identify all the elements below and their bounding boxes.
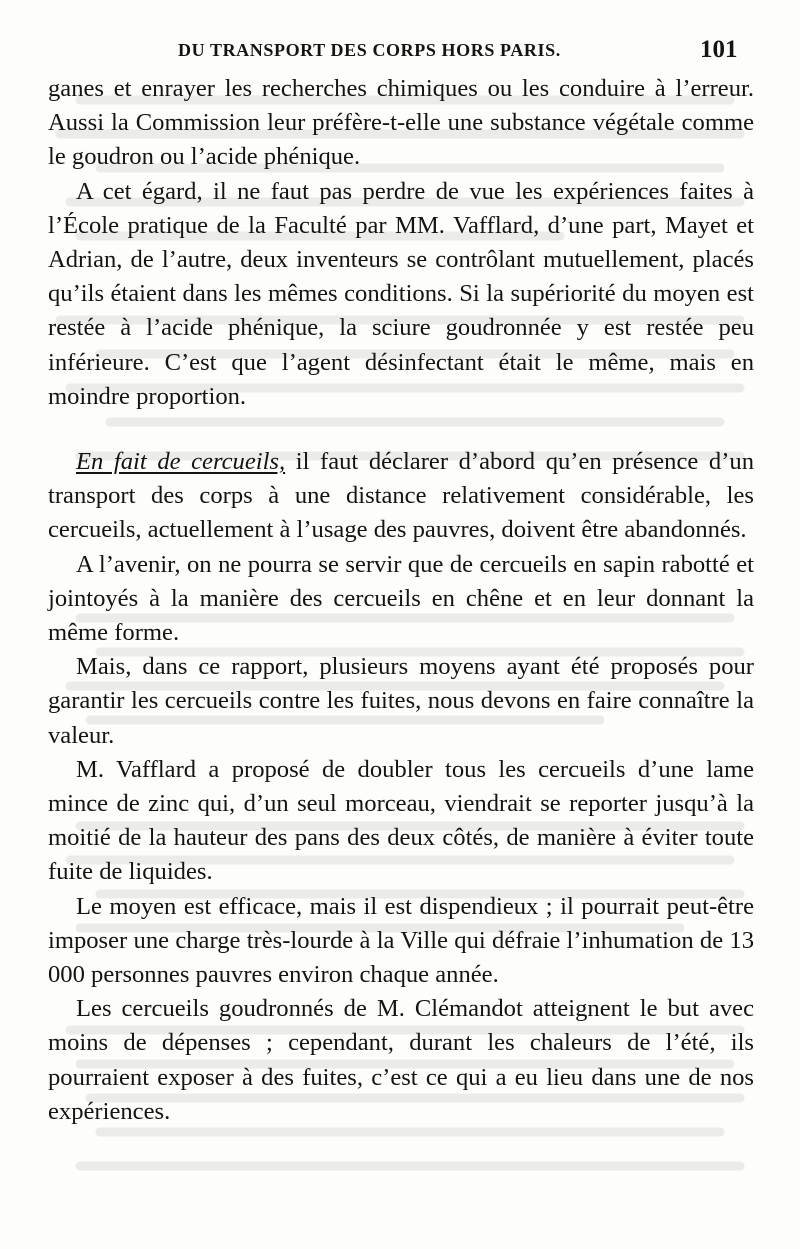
page-number: 101: [700, 36, 738, 63]
paragraph-2: A cet égard, il ne faut pas perdre de vue les expériences faites à l’École pratique de la Faculté par MM. Vafflard, d’une part, Mayet et Adrian, de l’autre, deux inventeurs se contrôlant mutuellement, placés qu’ils étaient dans les mêmes conditions. Si la supériorité du moyen est restée à l’acide phénique, la sciure goudronnée y est restée peu inférieure. C’est que l’agent désinfectant était le même, mais en moindre proportion.: [48, 177, 754, 410]
paragraph-3-text: il faut déclarer d’abord qu’en présence d’un transport des corps à une distance relativement considérable, les cercueils, actuellement à l’usage des pauvres, doivent être abandonnés.: [48, 448, 754, 544]
paragraph-7: Le moyen est efficace, mais il est dispendieux ; il pourrait peut-être imposer une charge très-lourde à la Ville qui défraie l’inhumation de 13 000 personnes pauvres environ chaque année.: [48, 892, 754, 989]
paragraph-8: Les cercueils goudronnés de M. Clémandot atteignent le but avec moins de dépenses ; cependant, durant les chaleurs de l’été, ils pourraient exposer à des fuites, c’est ce qui a eu lieu dans une de nos expériences.: [48, 995, 754, 1125]
lead-phrase: En fait de cercueils,: [76, 448, 286, 476]
paragraph-1: ganes et enrayer les recherches chimiques ou les conduire à l’erreur. Aussi la Commission leur préfère-t-elle une substance végétale comme le goudron ou l’acide phénique.: [48, 75, 754, 171]
running-title: DU TRANSPORT DES CORPS HORS PARIS.: [178, 40, 561, 60]
paragraph-5: Mais, dans ce rapport, plusieurs moyens ayant été proposés pour garantir les cercueils contre les fuites, nous devons en faire connaître la valeur.: [48, 653, 754, 749]
paragraph-4: A l’avenir, on ne pourra se servir que de cercueils en sapin rabotté et jointoyés à la manière des cercueils en chêne et en leur donnant la même forme.: [48, 550, 754, 647]
running-head: [0, 36, 800, 68]
paragraph-6: M. Vafflard a proposé de doubler tous les cercueils d’une lame mince de zinc qui, d’un seul morceau, viendrait se reporter jusqu’à la moitié de la hauteur des pans des deux côtés, de manière à éviter toute fuite de liquides.: [48, 755, 754, 886]
body-text: [48, 72, 754, 1129]
paragraph-3: [48, 445, 754, 548]
